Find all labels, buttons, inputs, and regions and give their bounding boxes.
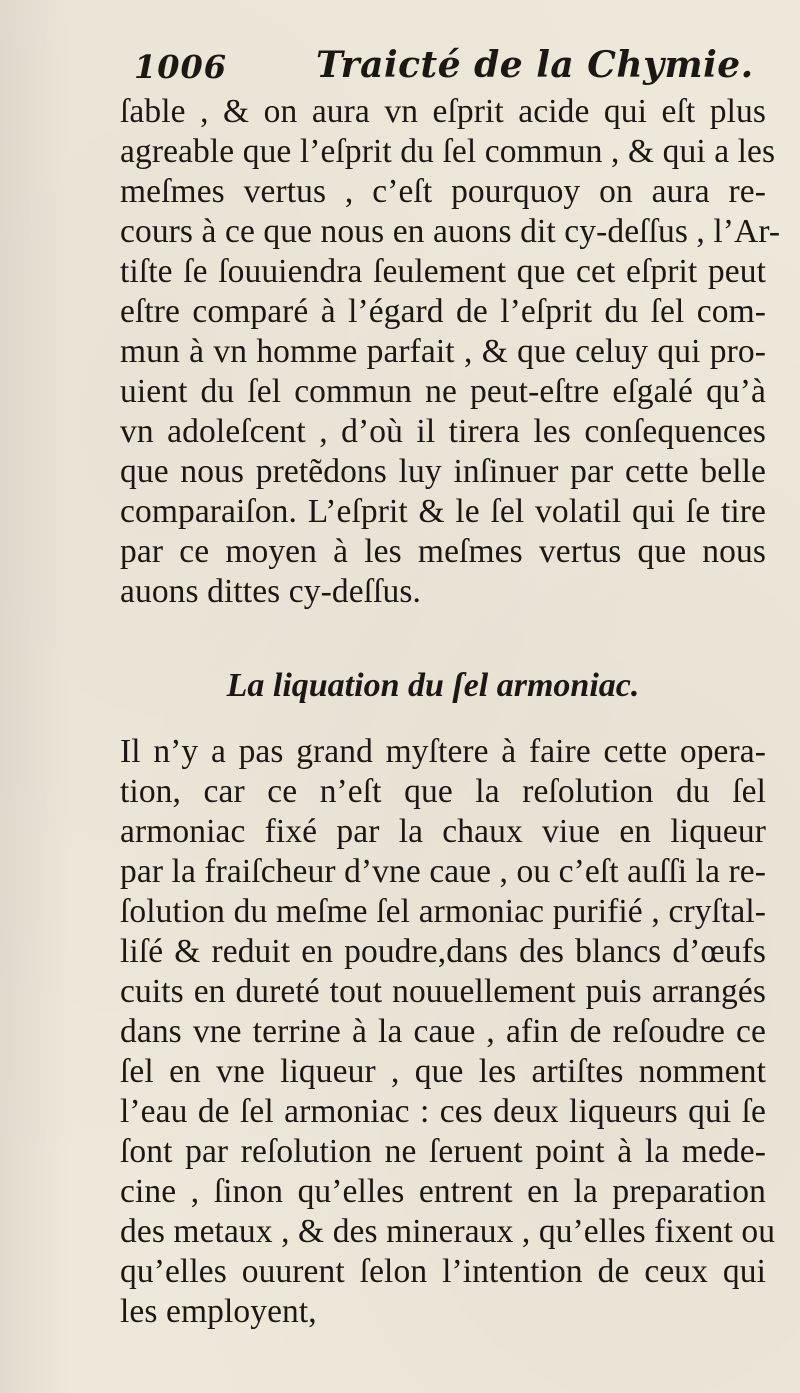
text-line: par ce moyen à les meſmes vertus que nous	[120, 533, 766, 570]
text-line: cours à ce que nous en auons dit cy-deſſus , l’Ar-	[120, 213, 781, 250]
gutter-shadow	[0, 0, 70, 1393]
page-number: 1006	[134, 48, 228, 86]
text-line: ſont par reſolution ne ſeruent point à la mede-	[120, 1133, 766, 1170]
text-line: uient du ſel commun ne peut-eſtre eſgalé qu’à	[120, 373, 766, 410]
running-title: Traicté de la Chymie.	[316, 44, 754, 86]
text-line: des metaux , & des mineraux , qu’elles fixent ou	[120, 1213, 776, 1250]
text-line: armoniac fixé par la chaux viue en liqueur	[120, 813, 766, 850]
paragraph-2	[120, 732, 776, 1332]
text-line: ſel en vne liqueur , que les artiſtes nomment	[120, 1053, 766, 1090]
text-line: cuits en dureté tout nouuellement puis arrangés	[120, 973, 766, 1010]
text-line: les employent,	[120, 1293, 317, 1330]
text-line: liſé & reduit en poudre,dans des blancs d’œufs	[120, 933, 766, 970]
text-line: dans vne terrine à la caue , afin de reſoudre ce	[120, 1013, 766, 1050]
text-line: vn adoleſcent , d’où il tirera les conſequences	[120, 413, 766, 450]
section-heading: La liquation du ſel armoniac.	[226, 667, 640, 704]
text-line: qu’elles ouurent ſelon l’intention de ceux qui	[120, 1253, 766, 1290]
text-line: eſtre comparé à l’égard de l’eſprit du ſel com-	[120, 293, 766, 330]
text-line: ſable , & on aura vn eſprit acide qui eſt plus	[120, 93, 766, 130]
paragraph-1	[120, 92, 781, 612]
text-line: tiſte ſe ſouuiendra ſeulement que cet eſprit peut	[120, 253, 766, 290]
text-line: meſmes vertus , c’eſt pourquoy on aura re-	[120, 173, 766, 210]
text-line: mun à vn homme parfait , & que celuy qui pro-	[120, 333, 766, 370]
text-line: que nous pretẽdons luy inſinuer par cette belle	[120, 453, 766, 490]
text-line: comparaiſon. L’eſprit & le ſel volatil qui ſe tire	[120, 493, 766, 530]
text-line: ſolution du meſme ſel armoniac purifié , cryſtal-	[120, 893, 766, 930]
text-line: Il n’y a pas grand myſtere à faire cette opera-	[120, 733, 766, 770]
running-head	[120, 36, 766, 92]
text-line: l’eau de ſel armoniac : ces deux liqueurs qui ſe	[120, 1093, 766, 1130]
text-line: agreable que l’eſprit du ſel commun , & qui a les	[120, 133, 776, 170]
text-line: tion, car ce n’eſt que la reſolution du ſel	[120, 773, 766, 810]
text-line: cine , ſinon qu’elles entrent en la preparation	[120, 1173, 766, 1210]
text-line: auons dittes cy-deſſus.	[120, 573, 421, 610]
text-line: par la fraiſcheur d’vne caue , ou c’eſt auſſi la re-	[120, 853, 767, 890]
